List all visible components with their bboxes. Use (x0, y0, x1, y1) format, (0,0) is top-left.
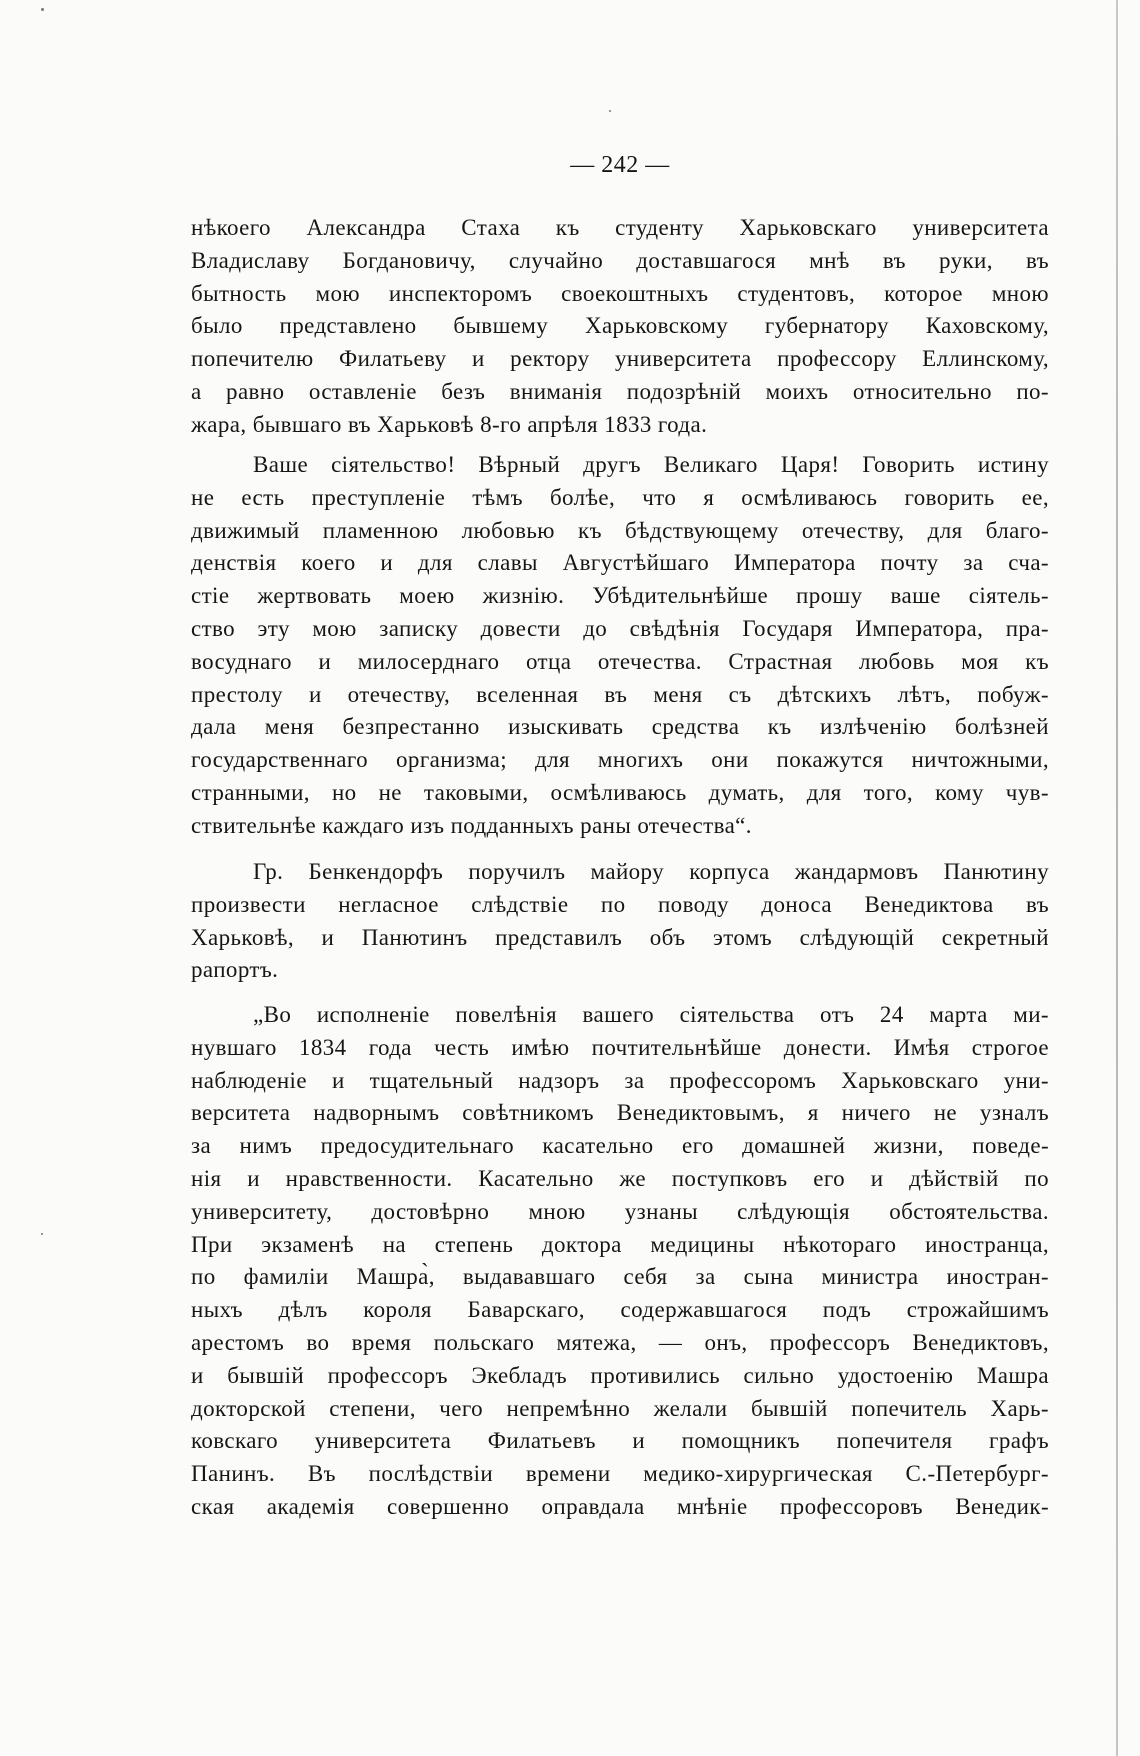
text-line: движимый пламенною любовью къ бѣдствующему отечеству, для благо- (191, 517, 1049, 543)
text-line: Ваше сіятельство! Вѣрный другъ Великаго Царя! Говорить истину (253, 452, 1049, 477)
text-line: а равно оставленіе безъ вниманія подозрѣній моихъ относительно по- (191, 378, 1049, 404)
paragraph (191, 856, 1049, 987)
text-line: не есть преступленіе тѣмъ болѣе, что я осмѣливаюсь говорить ее, (191, 484, 1049, 510)
paragraph (191, 212, 1049, 442)
text-line: верситета надворнымъ совѣтникомъ Венедиктовымъ, я ничего не узналъ (191, 1100, 1049, 1126)
text-line: ство эту мою записку довести до свѣдѣнія Государя Императора, пра- (191, 615, 1049, 641)
text-line: нувшаго 1834 года честь имѣю почтительнѣйше донести. Имѣя строгое (191, 1034, 1049, 1060)
text-line: стіе жертвовать моею жизнію. Убѣдительнѣйше прошу ваше сіятель- (191, 583, 1049, 609)
text-line: бытность мою инспекторомъ своекоштныхъ студентовъ, которое мною (191, 280, 1049, 306)
text-line: денствія коего и для славы Августѣйшаго Императора почту за сча- (191, 550, 1049, 576)
text-line: дала меня безпрестанно изыскивать средства къ излѣченію болѣзней (191, 714, 1049, 740)
text-line: за нимъ предосудительнаго касательно его домашней жизни, поведе- (191, 1133, 1049, 1159)
text-line: Панинъ. Въ послѣдствіи времени медико-хирургическая С.-Петербург- (191, 1461, 1049, 1487)
text-line: При экзаменѣ на степень доктора медицины нѣкотораго иностранца, (191, 1231, 1049, 1257)
text-line: арестомъ во время польскаго мятежа, — онъ, профессоръ Венедиктовъ, (191, 1329, 1049, 1355)
text-line: жара, бывшаго въ Харьковѣ 8-го апрѣля 1833 года. (191, 411, 708, 437)
text-line: восуднаго и милосерднаго отца отечества. Страстная любовь моя къ (191, 648, 1049, 674)
text-line: Владиславу Богдановичу, случайно доставшагося мнѣ въ руки, въ (191, 247, 1049, 273)
scan-speck (41, 1233, 43, 1235)
page-edge-line (1116, 0, 1118, 1756)
text-line: и бывшій профессоръ Экебладъ противились сильно удостоенію Машра (191, 1362, 1049, 1388)
text-line: ствительнѣе каждаго изъ подданныхъ раны отечества“. (191, 812, 752, 838)
text-line: „Во исполненіе повелѣнія вашего сіятельства отъ 24 марта ми- (253, 1002, 1049, 1027)
text-line: государственнаго организма; для многихъ они покажутся ничтожными, (191, 747, 1049, 773)
text-line: попечителю Филатьеву и ректору университета профессору Еллинскому, (191, 346, 1049, 372)
text-line: ковскаго университета Филатьевъ и помощникъ попечителя графъ (191, 1428, 1049, 1454)
text-line: Гр. Бенкендорфъ поручилъ майору корпуса жандармовъ Панютину (253, 859, 1049, 884)
scan-speck (609, 110, 611, 112)
text-line: нѣкоего Александра Стаха къ студенту Харьковскаго университета (191, 215, 1049, 240)
text-line: наблюденіе и тщательный надзоръ за профессоромъ Харьковскаго уни- (191, 1067, 1049, 1093)
text-line: ныхъ дѣлъ короля Баварскаго, содержавшагося подъ строжайшимъ (191, 1297, 1049, 1323)
text-line: нія и нравственности. Касательно же поступковъ его и дѣйствій по (191, 1165, 1049, 1191)
text-line: престолу и отечеству, вселенная въ меня съ дѣтскихъ лѣтъ, побуж- (191, 681, 1049, 707)
text-line: странными, но не таковыми, осмѣливаюсь думать, для того, кому чув- (191, 779, 1049, 805)
text-line: докторской степени, чего непремѣнно желали бывшій попечитель Харь- (191, 1395, 1049, 1421)
text-line: университету, достовѣрно мною узнаны слѣдующія обстоятельства. (191, 1198, 1049, 1224)
paragraph (191, 999, 1049, 1524)
scan-speck (41, 8, 44, 11)
text-line: рапортъ. (191, 957, 279, 983)
text-line: ская академія совершенно оправдала мнѣніе профессоровъ Венедик- (191, 1493, 1049, 1519)
text-line: по фамиліи Машра̀, выдававшаго себя за сына министра иностран- (191, 1264, 1049, 1290)
text-line: Харьковѣ, и Панютинъ представилъ объ этомъ слѣдующій секретный (191, 924, 1049, 950)
page-number: — 242 — (570, 152, 670, 178)
text-line: произвести негласное слѣдствіе по поводу доноса Венедиктова въ (191, 891, 1049, 917)
paragraph (191, 449, 1049, 843)
text-line: было представлено бывшему Харьковскому губернатору Каховскому, (191, 313, 1049, 339)
